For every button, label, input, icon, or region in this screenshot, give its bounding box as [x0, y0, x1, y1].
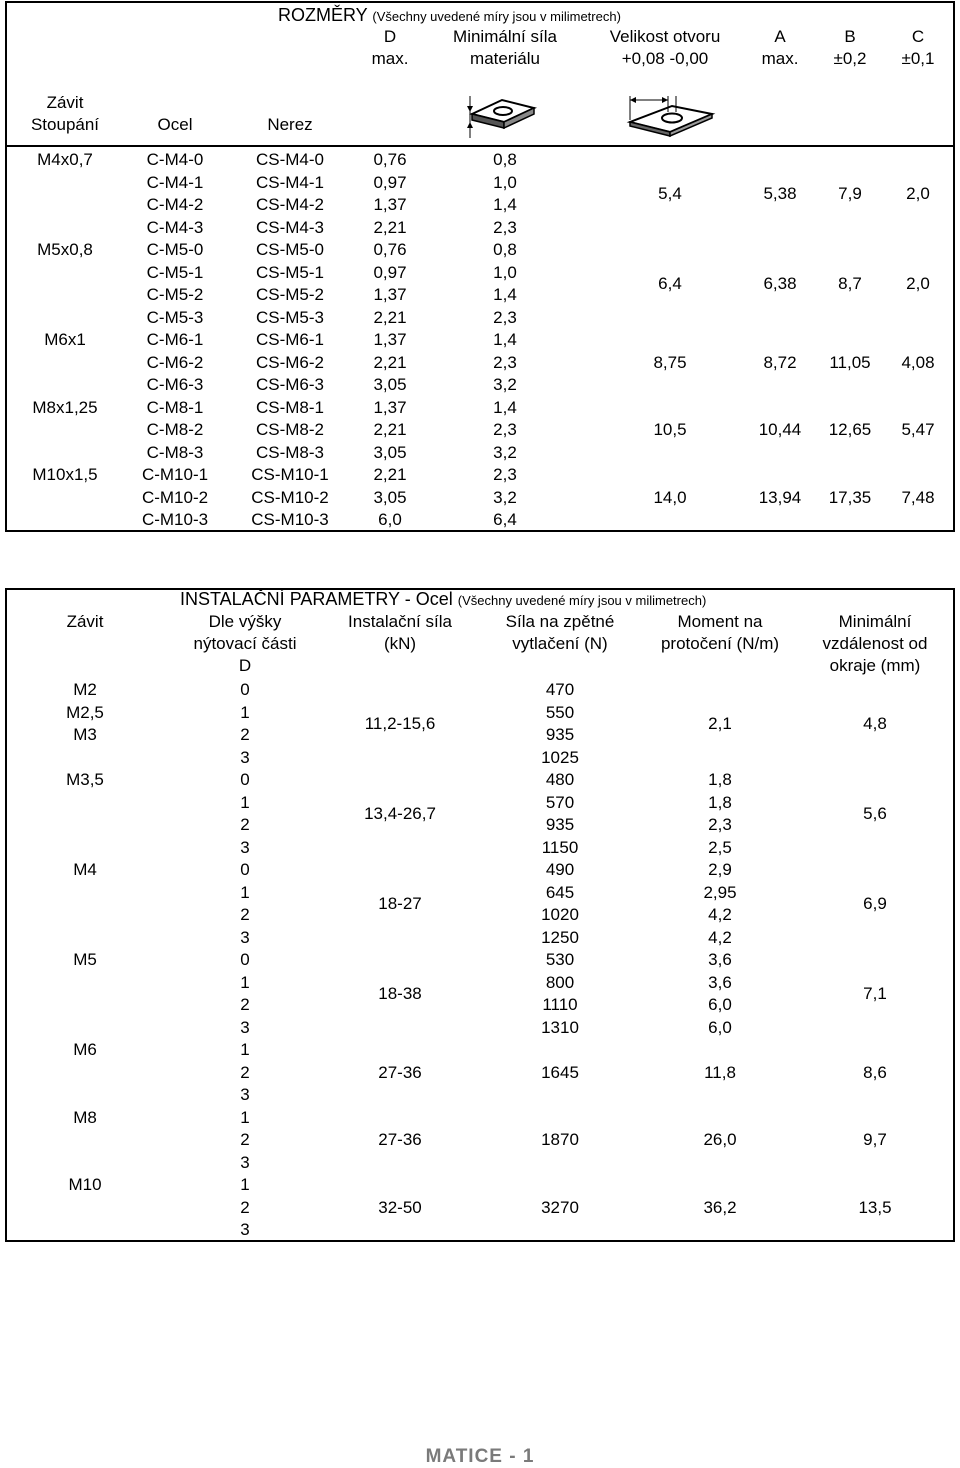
torque-cell: 36,2 [703, 1197, 737, 1217]
d-cell: 3 [240, 1220, 250, 1239]
steel-part-cell: C-M10-3 [141, 510, 209, 529]
d-cell: 3 [240, 1152, 250, 1172]
d-cell: 2 [240, 815, 250, 834]
steel-part-cell: C-M5-3 [146, 307, 204, 327]
dimensions-note: (Všechny uvedené míry jsou v milimetrech) [372, 9, 621, 24]
thread-cell: M5x0,8 [37, 240, 93, 259]
stainless-part-cell: CS-M4-2 [255, 195, 324, 214]
page-footer: MATICE - 1 [425, 1446, 535, 1467]
d-cell: 1 [240, 1175, 250, 1194]
steel-part-cell: C-M4-1 [146, 172, 204, 192]
edge-distance-cell: 8,6 [863, 1062, 887, 1082]
push-out-cell: 1025 [541, 747, 579, 767]
min-thickness-cell: 6,4 [493, 510, 517, 529]
stainless-part-cell: CS-M10-1 [251, 465, 329, 484]
col-c-sub: ±0,1 [901, 49, 935, 68]
col-d-line3: D [238, 656, 252, 675]
stainless-part-cell: CS-M8-2 [255, 420, 324, 439]
push-out-cell: 3270 [541, 1197, 579, 1217]
stainless-part-cell: CS-M5-2 [255, 285, 324, 304]
d-cell: 3 [240, 837, 250, 857]
steel-part-cell: C-M8-2 [146, 420, 204, 439]
b-cell: 11,05 [829, 352, 871, 372]
min-thickness-cell: 2,3 [493, 420, 517, 439]
steel-part-cell: C-M5-0 [146, 240, 204, 259]
col-thread: Závit [66, 612, 104, 631]
steel-part-cell: C-M5-2 [146, 285, 204, 304]
a-max-cell: 10,44 [758, 420, 802, 439]
col-c-label: C [911, 27, 925, 46]
nut-hole-diagram-icon [622, 92, 718, 140]
min-thickness-cell: 2,3 [493, 307, 517, 327]
d-cell: 2 [240, 1130, 250, 1149]
d-cell: 3 [240, 1017, 250, 1037]
col-force-line2: (kN) [383, 634, 417, 653]
d-cell: 1 [240, 1107, 250, 1127]
c-cell: 7,48 [901, 487, 935, 507]
d-max-cell: 0,76 [373, 240, 407, 259]
torque-cell: 2,95 [703, 882, 737, 902]
min-thickness-cell: 1,4 [493, 397, 517, 417]
installation-title-text: INSTALAČNÍ PARAMETRY - Ocel [180, 589, 453, 609]
edge-distance-cell: 13,5 [858, 1197, 892, 1217]
col-hole-size-sub: +0,08 -0,00 [621, 49, 709, 68]
push-out-cell: 935 [545, 725, 575, 744]
stainless-part-cell: CS-M8-3 [255, 442, 324, 462]
install-force-cell: 18-38 [378, 983, 422, 1003]
min-thickness-cell: 3,2 [493, 487, 517, 507]
dimensions-header-divider [5, 145, 955, 147]
installation-note: (Všechny uvedené míry jsou v milimetrech) [457, 593, 707, 608]
a-max-cell: 8,72 [763, 352, 797, 372]
d-cell: 1 [240, 1040, 250, 1059]
col-push-line1: Síla na zpětné [505, 612, 615, 631]
hole-size-cell: 14,0 [653, 487, 687, 507]
torque-cell: 2,9 [708, 860, 732, 879]
col-d-label: D [383, 27, 397, 46]
stainless-part-cell: CS-M6-3 [255, 375, 324, 394]
col-a-sub: max. [761, 49, 799, 68]
c-cell: 4,08 [901, 352, 935, 372]
thread-cell: M2 [73, 680, 97, 699]
torque-cell: 6,0 [708, 995, 732, 1014]
col-edge-line2: vzdálenost od [822, 634, 928, 653]
stainless-part-cell: CS-M4-3 [255, 217, 324, 237]
thread-cell: M10x1,5 [32, 465, 98, 484]
min-thickness-cell: 2,3 [493, 352, 517, 372]
c-cell: 2,0 [906, 183, 930, 203]
d-max-cell: 3,05 [373, 442, 407, 462]
push-out-cell: 490 [545, 860, 575, 879]
install-force-cell: 13,4-26,7 [364, 803, 436, 823]
steel-part-cell: C-M4-0 [146, 150, 204, 169]
b-cell: 17,35 [828, 487, 872, 507]
col-steel-label: Ocel [157, 115, 193, 134]
thread-cell: M3 [73, 725, 97, 744]
push-out-cell: 935 [545, 815, 575, 834]
min-thickness-cell: 0,8 [493, 150, 517, 169]
col-stainless-label: Nerez [267, 115, 313, 134]
thread-cell: M4x0,7 [37, 150, 93, 169]
push-out-cell: 470 [545, 680, 575, 699]
steel-part-cell: C-M8-3 [146, 442, 204, 462]
hole-size-cell: 10,5 [653, 420, 687, 439]
stainless-part-cell: CS-M4-0 [255, 150, 324, 169]
col-hole-size-label: Velikost otvoru [609, 27, 721, 46]
col-a-label: A [774, 27, 786, 46]
stainless-part-cell: CS-M5-1 [255, 262, 324, 282]
torque-cell: 1,8 [708, 792, 732, 812]
min-thickness-cell: 2,3 [493, 465, 517, 484]
torque-cell: 2,1 [708, 713, 732, 733]
col-b-label: B [844, 27, 856, 46]
thread-cell: M6x1 [44, 330, 86, 349]
push-out-cell: 480 [545, 770, 575, 789]
min-thickness-cell: 0,8 [493, 240, 517, 259]
d-cell: 3 [240, 747, 250, 767]
d-cell: 2 [240, 1062, 250, 1082]
d-max-cell: 2,21 [373, 352, 407, 372]
col-pitch-label: Stoupání [30, 115, 100, 134]
b-cell: 8,7 [838, 273, 862, 293]
push-out-cell: 1150 [541, 837, 579, 857]
stainless-part-cell: CS-M10-2 [251, 487, 329, 507]
d-max-cell: 2,21 [373, 420, 407, 439]
d-max-cell: 2,21 [373, 307, 407, 327]
d-cell: 2 [240, 905, 250, 924]
push-out-cell: 645 [545, 882, 575, 902]
min-thickness-cell: 1,0 [493, 172, 517, 192]
torque-cell: 11,8 [704, 1062, 736, 1082]
torque-cell: 4,2 [708, 905, 732, 924]
min-thickness-cell: 3,2 [493, 375, 517, 394]
col-torque-line1: Moment na [677, 612, 763, 631]
edge-distance-cell: 9,7 [863, 1130, 887, 1149]
thread-cell: M8x1,25 [32, 397, 98, 417]
d-cell: 0 [240, 680, 250, 699]
d-cell: 3 [240, 1085, 250, 1104]
thread-cell: M4 [73, 860, 97, 879]
torque-cell: 26,0 [703, 1130, 737, 1149]
c-cell: 5,47 [901, 420, 935, 439]
steel-part-cell: C-M10-2 [141, 487, 209, 507]
torque-cell: 3,6 [708, 972, 732, 992]
push-out-cell: 530 [545, 950, 575, 969]
col-d-sub: max. [371, 49, 409, 68]
dimensions-title [278, 4, 621, 28]
steel-part-cell: C-M6-3 [146, 375, 204, 394]
d-max-cell: 2,21 [373, 217, 407, 237]
col-edge-line3: okraje (mm) [829, 656, 921, 675]
d-max-cell: 1,37 [373, 397, 407, 417]
steel-part-cell: C-M6-1 [146, 330, 204, 349]
d-max-cell: 0,97 [373, 262, 407, 282]
steel-part-cell: C-M4-2 [146, 195, 204, 214]
edge-distance-cell: 6,9 [863, 893, 887, 913]
d-cell: 0 [240, 770, 250, 789]
install-force-cell: 27-36 [378, 1062, 422, 1082]
steel-part-cell: C-M4-3 [146, 217, 204, 237]
steel-part-cell: C-M5-1 [146, 262, 204, 282]
a-max-cell: 5,38 [763, 183, 797, 203]
d-cell: 1 [240, 972, 250, 992]
d-max-cell: 1,37 [373, 285, 407, 304]
torque-cell: 6,0 [708, 1017, 732, 1037]
stainless-part-cell: CS-M6-2 [255, 352, 324, 372]
torque-cell: 2,5 [708, 837, 732, 857]
thread-cell: M5 [73, 950, 97, 969]
col-edge-line1: Minimální [838, 612, 912, 631]
install-force-cell: 32-50 [378, 1197, 422, 1217]
install-force-cell: 11,2-15,6 [364, 713, 436, 733]
torque-cell: 4,2 [708, 927, 732, 947]
edge-distance-cell: 7,1 [863, 983, 887, 1003]
hole-size-cell: 8,75 [653, 352, 687, 372]
edge-distance-cell: 5,6 [863, 803, 887, 823]
col-min-thickness-sub: materiálu [470, 49, 540, 68]
installation-title [180, 588, 706, 612]
nut-thickness-diagram-icon [462, 92, 546, 142]
stainless-part-cell: CS-M5-3 [255, 307, 324, 327]
d-max-cell: 6,0 [378, 510, 402, 529]
d-max-cell: 0,97 [373, 172, 407, 192]
push-out-cell: 1645 [541, 1062, 579, 1082]
push-out-cell: 1310 [541, 1017, 579, 1037]
install-force-cell: 27-36 [378, 1130, 422, 1149]
steel-part-cell: C-M10-1 [141, 465, 209, 484]
steel-part-cell: C-M6-2 [146, 352, 204, 372]
d-cell: 1 [240, 792, 250, 812]
push-out-cell: 550 [545, 702, 575, 722]
thread-cell: M3,5 [66, 770, 104, 789]
col-b-sub: ±0,2 [833, 49, 867, 68]
col-d-line2: nýtovací části [193, 634, 297, 653]
d-max-cell: 1,37 [373, 195, 407, 214]
d-cell: 0 [240, 860, 250, 879]
thread-cell: M10 [68, 1175, 102, 1194]
c-cell: 2,0 [906, 273, 930, 293]
stainless-part-cell: CS-M5-0 [255, 240, 324, 259]
thread-cell: M6 [73, 1040, 97, 1059]
torque-cell: 3,6 [708, 950, 732, 969]
d-cell: 1 [240, 882, 250, 902]
d-cell: 0 [240, 950, 250, 969]
col-push-line2: vytlačení (N) [512, 634, 608, 653]
min-thickness-cell: 1,0 [493, 262, 517, 282]
stainless-part-cell: CS-M10-3 [251, 510, 329, 529]
push-out-cell: 1250 [541, 927, 579, 947]
push-out-cell: 1110 [542, 995, 578, 1014]
b-cell: 7,9 [838, 183, 862, 203]
torque-cell: 2,3 [708, 815, 732, 834]
stainless-part-cell: CS-M8-1 [255, 397, 324, 417]
stainless-part-cell: CS-M6-1 [255, 330, 324, 349]
d-max-cell: 3,05 [373, 487, 407, 507]
push-out-cell: 1870 [541, 1130, 579, 1149]
dimensions-title-text: ROZMĚRY [278, 5, 368, 25]
a-max-cell: 6,38 [763, 273, 797, 293]
push-out-cell: 570 [545, 792, 575, 812]
a-max-cell: 13,94 [758, 487, 802, 507]
col-d-line1: Dle výšky [208, 612, 282, 631]
d-cell: 3 [240, 927, 250, 947]
min-thickness-cell: 3,2 [493, 442, 517, 462]
steel-part-cell: C-M8-1 [146, 397, 204, 417]
push-out-cell: 1020 [541, 905, 579, 924]
d-cell: 2 [240, 1197, 250, 1217]
d-cell: 1 [240, 702, 250, 722]
min-thickness-cell: 1,4 [493, 195, 517, 214]
d-max-cell: 3,05 [373, 375, 407, 394]
d-cell: 2 [240, 995, 250, 1014]
col-torque-line2: protočení (N/m) [660, 634, 780, 653]
d-cell: 2 [240, 725, 250, 744]
col-thread-label: Závit [46, 93, 84, 112]
edge-distance-cell: 4,8 [863, 713, 887, 733]
min-thickness-cell: 2,3 [493, 217, 517, 237]
col-force-line1: Instalační síla [348, 612, 452, 631]
col-min-thickness-label: Minimální síla [453, 27, 557, 46]
d-max-cell: 0,76 [373, 150, 407, 169]
b-cell: 12,65 [828, 420, 872, 439]
stainless-part-cell: CS-M4-1 [255, 172, 324, 192]
thread-cell: M8 [73, 1107, 97, 1127]
install-force-cell: 18-27 [378, 893, 422, 913]
d-max-cell: 1,37 [373, 330, 407, 349]
hole-size-cell: 6,4 [658, 273, 682, 293]
d-max-cell: 2,21 [373, 465, 407, 484]
min-thickness-cell: 1,4 [493, 285, 517, 304]
thread-cell: M2,5 [66, 702, 104, 722]
min-thickness-cell: 1,4 [493, 330, 517, 349]
hole-size-cell: 5,4 [658, 183, 682, 203]
push-out-cell: 800 [545, 972, 575, 992]
torque-cell: 1,8 [708, 770, 732, 789]
